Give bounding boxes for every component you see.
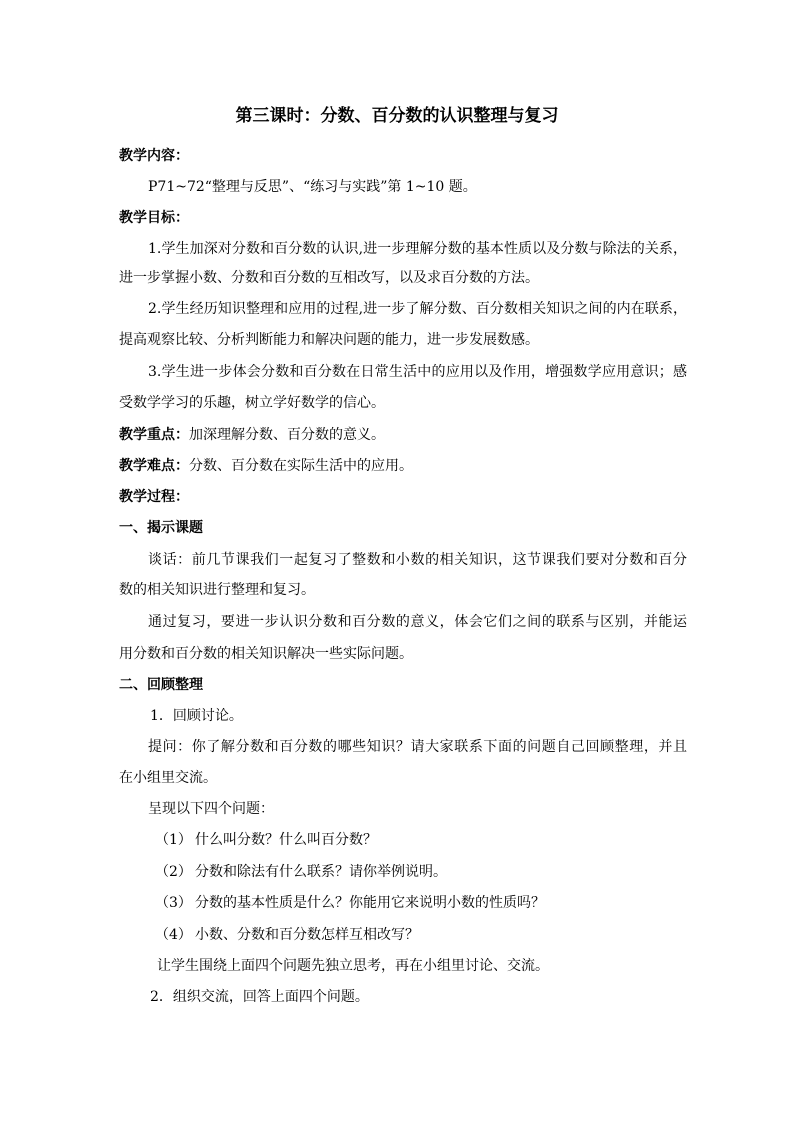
question-4 xyxy=(155,925,725,945)
content-text: P71~72“整理与反思”、“练习与实践”第 1~10 题。 xyxy=(148,179,477,195)
goal1-line2: 进一步掌握小数、分数和百分数的互相改写，以及求百分数的方法。 xyxy=(119,270,539,286)
question-number: （4） xyxy=(155,927,192,943)
goals-label: 教学目标： xyxy=(119,210,189,226)
question-3 xyxy=(155,893,725,913)
section-1-para2-line1: 通过复习，要进一步认识分数和百分数的意义，体会它们之间的联系与区别，并能运 xyxy=(148,614,687,630)
content-label: 教学内容： xyxy=(119,148,189,164)
section-2-present: 呈现以下四个问题： xyxy=(148,801,274,817)
question-text: 什么叫分数？什么叫百分数？ xyxy=(195,832,377,848)
goal2-line1: 2.学生经历知识整理和应用的过程,进一步了解分数、百分数相关知识之间的内在联系， xyxy=(148,301,687,317)
goal2-line2: 提高观察比较、分析判断能力和解决问题的能力，进一步发展数感。 xyxy=(119,332,539,348)
goal3-line2: 受数学学习的乐趣，树立学好数学的信心。 xyxy=(119,395,385,411)
question-text: 小数、分数和百分数怎样互相改写？ xyxy=(195,927,419,943)
page-title: 第三课时：分数、百分数的认识整理与复习 xyxy=(235,106,559,126)
section-1-heading: 一、揭示课题 xyxy=(119,520,203,536)
section-2-heading: 二、回顾整理 xyxy=(119,677,203,693)
key-text: 加深理解分数、百分数的意义。 xyxy=(189,427,385,443)
section-2-ask-line1: 提问：你了解分数和百分数的哪些知识？请大家联系下面的问题自己回顾整理，并且 xyxy=(148,739,687,755)
question-number: （1） xyxy=(155,832,192,848)
difficulty-label: 教学难点： xyxy=(119,458,189,474)
difficulty-text: 分数、百分数在实际生活中的应用。 xyxy=(189,458,413,474)
question-number: （3） xyxy=(155,895,192,911)
goal3-line1: 3.学生进一步体会分数和百分数在日常生活中的应用以及作用，增强数学应用意识；感 xyxy=(148,364,687,380)
question-number: （2） xyxy=(155,864,192,880)
key-point xyxy=(119,425,689,445)
section-2-ask-line2: 在小组里交流。 xyxy=(119,770,217,786)
question-1 xyxy=(155,830,725,850)
key-label: 教学重点： xyxy=(119,427,189,443)
section-2-item1: 1．回顾讨论。 xyxy=(150,708,243,724)
section-1-para1-line1: 谈话：前几节课我们一起复习了整数和小数的相关知识，这节课我们要对分数和百分 xyxy=(148,552,687,568)
process-label: 教学过程： xyxy=(119,489,189,505)
question-2 xyxy=(155,862,725,882)
question-text: 分数和除法有什么联系？请你举例说明。 xyxy=(195,864,447,880)
section-2-item2: 2．组织交流，回答上面四个问题。 xyxy=(150,989,369,1005)
section-1-para1-line2: 数的相关知识进行整理和复习。 xyxy=(119,582,315,598)
goal1-line1: 1.学生加深对分数和百分数的认识,进一步理解分数的基本性质以及分数与除法的关系， xyxy=(148,241,687,257)
section-2-think: 让学生围绕上面四个问题先独立思考，再在小组里讨论、交流。 xyxy=(157,958,549,974)
section-1-para2-line2: 用分数和百分数的相关知识解决一些实际问题。 xyxy=(119,646,413,662)
question-text: 分数的基本性质是什么？你能用它来说明小数的性质吗？ xyxy=(195,895,545,911)
difficulty-point xyxy=(119,456,689,476)
